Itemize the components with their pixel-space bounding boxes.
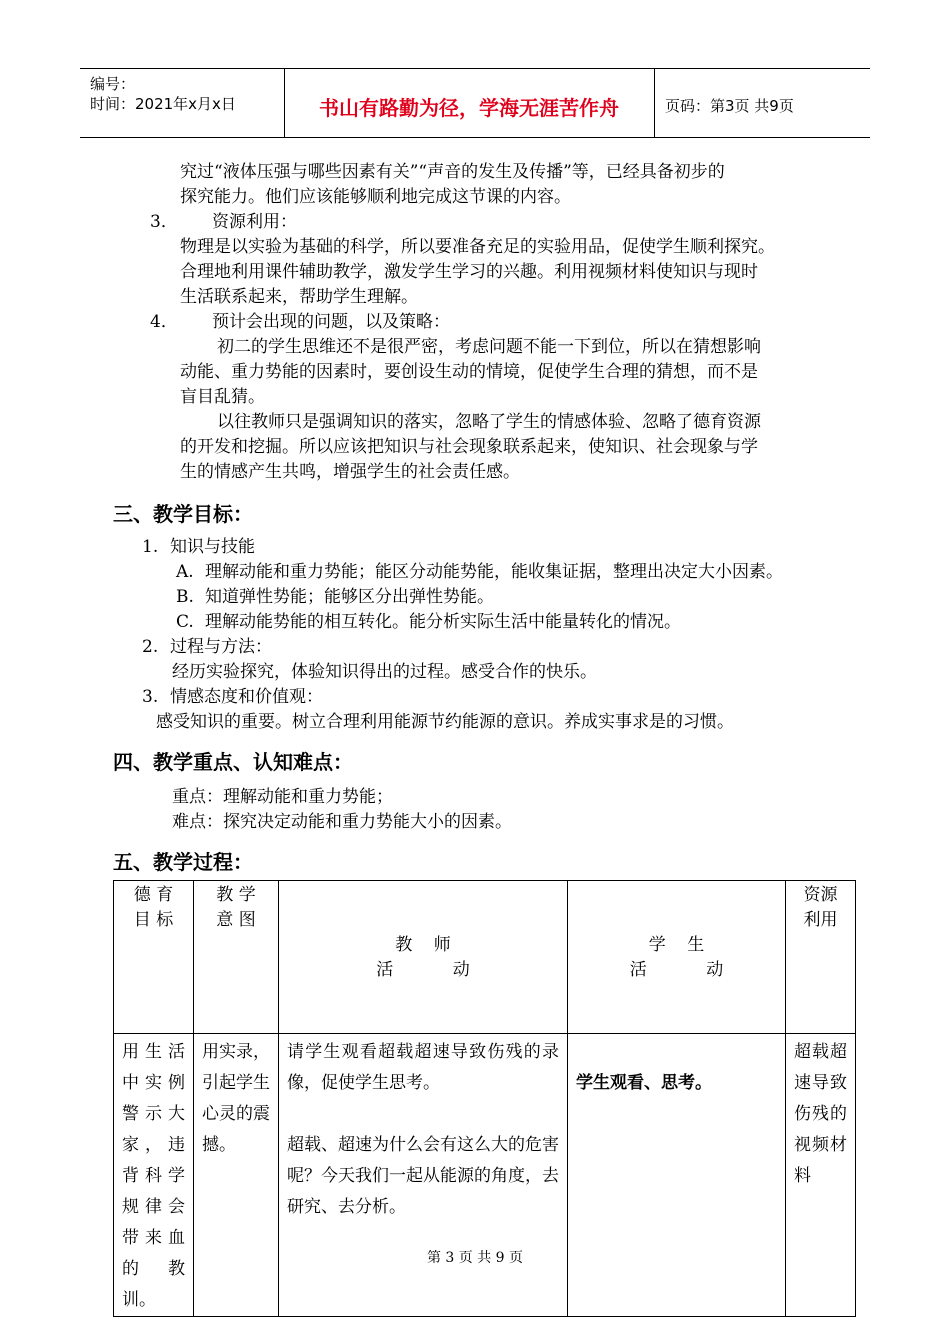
goal-item-text: 知道弹性势能；能够区分出弹性势能。 [205, 587, 494, 607]
key-point: 重点：理解动能和重力势能； [172, 787, 393, 807]
header-teacher-activity: 教 师 活 动 [279, 881, 568, 1034]
intent-cell: 用实录，引起学生心灵的震撼。 [194, 1034, 279, 1317]
body-line: 生活联系起来，帮助学生理解。 [180, 287, 418, 307]
goal-title: 知识与技能 [170, 537, 255, 557]
header-moral-goal: 德 育 目 标 [114, 881, 194, 1034]
goal-text: 经历实验探究，体验知识得出的过程。感受合作的快乐。 [172, 662, 597, 682]
header-divider [654, 69, 655, 137]
table-header-row [114, 881, 856, 1034]
body-line: 初二的学生思维还不是很严密，考虑问题不能一下到位，所以在猜想影响 [217, 337, 761, 357]
goal-item-text: 理解动能势能的相互转化。能分析实际生活中能量转化的情况。 [205, 612, 681, 632]
goal-number: 2. [142, 637, 159, 657]
body-line: 盲目乱猜。 [180, 387, 265, 407]
moral-goal-cell: 用生活中实例警示大家，违背科学规律会带来血的教训。 [114, 1034, 194, 1317]
goal-item-mark: A. [176, 562, 194, 582]
body-line: 以往教师只是强调知识的落实，忽略了学生的情感体验、忽略了德育资源 [217, 412, 761, 432]
body-line: 的开发和挖掘。所以应该把知识与社会现象联系起来，使知识、社会现象与学 [180, 437, 758, 457]
header-student-activity: 学 生 活 动 [568, 881, 786, 1034]
body-line: 生的情感产生共鸣，增强学生的社会责任感。 [180, 462, 520, 482]
time-label: 时间：2021年x月x日 [90, 95, 236, 113]
teacher-activity-p2: 超载、超速为什么会有这么大的危害呢？今天我们一起从能源的角度，去研究、去分析。 [287, 1135, 559, 1217]
number-label: 编号： [90, 75, 136, 93]
item-number: 3． [150, 212, 178, 232]
table-row [114, 1034, 856, 1317]
body-line: 究过“液体压强与哪些因素有关”“声音的发生及传播”等，已经具备初步的 [180, 162, 725, 182]
goal-item-text: 理解动能和重力势能；能区分动能势能，能收集证据，整理出决定大小因素。 [205, 562, 783, 582]
motto: 书山有路勤为径，学海无涯苦作舟 [319, 96, 619, 120]
section-heading: 五、教学过程： [113, 850, 253, 874]
header-resource: 资源 利用 [786, 881, 856, 1034]
page-code: 页码：第3页 共9页 [665, 97, 794, 115]
goal-title: 过程与方法： [170, 637, 272, 657]
page-header [80, 68, 870, 138]
body-line: 动能、重力势能的因素时，要创设生动的情境，促使学生合理的猜想，而不是 [180, 362, 758, 382]
student-activity-text: 学生观看、思考。 [576, 1073, 712, 1093]
page-footer: 第 3 页 共 9 页 [426, 1250, 524, 1266]
goal-number: 3. [142, 687, 159, 707]
header-intent: 教 学 意 图 [194, 881, 279, 1034]
body-line: 物理是以实验为基础的科学，所以要准备充足的实验用品，促使学生顺利探究。 [180, 237, 775, 257]
item-number: 4． [150, 312, 178, 332]
section-heading: 三、教学目标： [113, 502, 253, 526]
resource-cell: 超载超速导致伤残的视频材料 [786, 1034, 856, 1317]
teacher-activity-p1: 请学生观看超载超速导致伤残的录像，促使学生思考。 [287, 1042, 559, 1093]
item-title: 预计会出现的问题，以及策略： [212, 312, 450, 332]
goal-number: 1. [142, 537, 159, 557]
goal-title: 情感态度和价值观： [170, 687, 323, 707]
body-line: 探究能力。他们应该能够顺利地完成这节课的内容。 [180, 187, 571, 207]
goal-item-mark: C. [176, 612, 194, 632]
item-title: 资源利用： [212, 212, 297, 232]
student-activity-cell [568, 1034, 786, 1317]
difficulty-point: 难点：探究决定动能和重力势能大小的因素。 [172, 812, 512, 832]
teacher-activity-cell [279, 1034, 568, 1317]
goal-item-mark: B. [176, 587, 194, 607]
body-line: 合理地利用课件辅助教学，激发学生学习的兴趣。利用视频材料使知识与现时 [180, 262, 758, 282]
section-heading: 四、教学重点、认知难点： [113, 750, 353, 774]
goal-text: 感受知识的重要。树立合理利用能源节约能源的意识。养成实事求是的习惯。 [156, 712, 734, 732]
